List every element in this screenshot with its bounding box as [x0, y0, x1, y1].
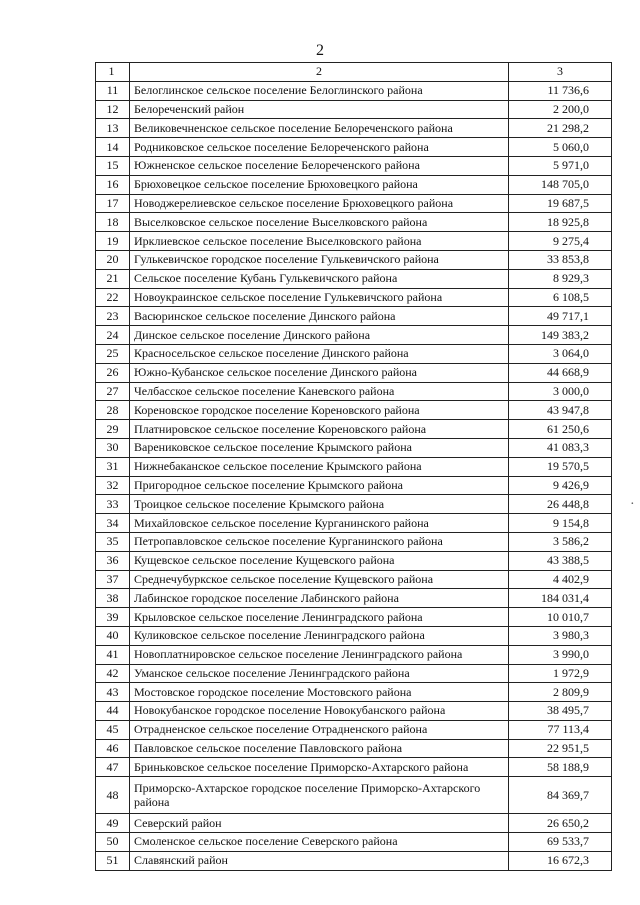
row-name: Кореновское городское поселение Кореновского района: [130, 401, 509, 420]
row-value: 16 672,3: [509, 851, 612, 870]
row-value: 26 448,8: [509, 495, 612, 514]
row-value: 77 113,4: [509, 720, 612, 739]
row-name: Южно-Кубанское сельское поселение Динского района: [130, 363, 509, 382]
table-row: [96, 250, 612, 269]
row-value: 5 971,0: [509, 156, 612, 175]
row-name: Северский район: [130, 814, 509, 833]
row-value: 21 298,2: [509, 119, 612, 138]
table-row: [96, 175, 612, 194]
row-value: 5 060,0: [509, 138, 612, 157]
row-name: Белореченский район: [130, 100, 509, 119]
row-name: Пригородное сельское поселение Крымского района: [130, 476, 509, 495]
table-row: [96, 551, 612, 570]
table-row: [96, 777, 612, 814]
table-row: [96, 344, 612, 363]
table-row: [96, 589, 612, 608]
row-name: Мостовское городское поселение Мостовского района: [130, 683, 509, 702]
row-number: 30: [96, 438, 130, 457]
table-row: [96, 138, 612, 157]
row-value: 6 108,5: [509, 288, 612, 307]
row-value: 149 383,2: [509, 326, 612, 345]
table-row: [96, 851, 612, 870]
row-value: 11 736,6: [509, 81, 612, 100]
table-row: [96, 326, 612, 345]
table-row: [96, 401, 612, 420]
row-value: 84 369,7: [509, 777, 612, 814]
header-col-2: 2: [130, 63, 509, 82]
row-name: Крыловское сельское поселение Ленинградского района: [130, 608, 509, 627]
table-row: [96, 100, 612, 119]
table-row: [96, 814, 612, 833]
row-value: 1 972,9: [509, 664, 612, 683]
row-name: Кущевское сельское поселение Кущевского района: [130, 551, 509, 570]
table-row: [96, 833, 612, 852]
row-name: Родниковское сельское поселение Белореченского района: [130, 138, 509, 157]
table-row: [96, 420, 612, 439]
row-name: Брюховецкое сельское поселение Брюховецкого района: [130, 175, 509, 194]
table-row: [96, 626, 612, 645]
row-value: 184 031,4: [509, 589, 612, 608]
row-value: 61 250,6: [509, 420, 612, 439]
row-value: 43 947,8: [509, 401, 612, 420]
row-value: 18 925,8: [509, 213, 612, 232]
row-number: 45: [96, 720, 130, 739]
row-name: Уманское сельское поселение Ленинградского района: [130, 664, 509, 683]
row-number: 46: [96, 739, 130, 758]
row-number: 14: [96, 138, 130, 157]
row-number: 23: [96, 307, 130, 326]
row-value: 19 687,5: [509, 194, 612, 213]
row-name: Михайловское сельское поселение Курганинского района: [130, 514, 509, 533]
table-row: [96, 119, 612, 138]
table-body: [96, 63, 612, 871]
row-name: Южненское сельское поселение Белореченского района: [130, 156, 509, 175]
row-number: 27: [96, 382, 130, 401]
page-number: 2: [316, 42, 324, 59]
table-row: [96, 438, 612, 457]
row-name: Нижнебаканское сельское поселение Крымского района: [130, 457, 509, 476]
row-value: 38 495,7: [509, 702, 612, 721]
table-row: [96, 683, 612, 702]
row-number: 37: [96, 570, 130, 589]
row-number: 18: [96, 213, 130, 232]
table-row: [96, 194, 612, 213]
row-value: 2 809,9: [509, 683, 612, 702]
table-row: [96, 720, 612, 739]
row-number: 25: [96, 344, 130, 363]
row-number: 19: [96, 232, 130, 251]
row-number: 20: [96, 250, 130, 269]
table-header-row: [96, 63, 612, 82]
header-col-3: 3: [509, 63, 612, 82]
row-value: 148 705,0: [509, 175, 612, 194]
row-number: 36: [96, 551, 130, 570]
row-number: 34: [96, 514, 130, 533]
row-name: Новокубанское городское поселение Новокубанского района: [130, 702, 509, 721]
row-number: 40: [96, 626, 130, 645]
row-name: Лабинское городское поселение Лабинского района: [130, 589, 509, 608]
row-number: 21: [96, 269, 130, 288]
row-value: 3 990,0: [509, 645, 612, 664]
row-name: Новоплатнировское сельское поселение Ленинградского района: [130, 645, 509, 664]
row-value: 2 200,0: [509, 100, 612, 119]
row-value: 9 275,4: [509, 232, 612, 251]
row-number: 42: [96, 664, 130, 683]
row-name: Варениковское сельское поселение Крымского района: [130, 438, 509, 457]
table-row: [96, 476, 612, 495]
row-number: 15: [96, 156, 130, 175]
row-number: 13: [96, 119, 130, 138]
row-name: Челбасское сельское поселение Каневского района: [130, 382, 509, 401]
row-name: Динское сельское поселение Динского района: [130, 326, 509, 345]
row-number: 24: [96, 326, 130, 345]
row-number: 50: [96, 833, 130, 852]
row-number: 38: [96, 589, 130, 608]
row-value: 43 388,5: [509, 551, 612, 570]
row-value: 49 717,1: [509, 307, 612, 326]
row-value: 41 083,3: [509, 438, 612, 457]
row-number: 43: [96, 683, 130, 702]
table-row: [96, 232, 612, 251]
row-number: 26: [96, 363, 130, 382]
table-row: [96, 81, 612, 100]
table-row: [96, 363, 612, 382]
row-name: Приморско-Ахтарское городское поселение Приморско-Ахтарского района: [130, 777, 509, 814]
row-value: 3 586,2: [509, 532, 612, 551]
table-row: [96, 457, 612, 476]
row-name: Красносельское сельское поселение Динского района: [130, 344, 509, 363]
row-value: 22 951,5: [509, 739, 612, 758]
row-number: 47: [96, 758, 130, 777]
row-name: Среднечубуркское сельское поселение Кущевского района: [130, 570, 509, 589]
row-name: Троицкое сельское поселение Крымского района: [130, 495, 509, 514]
row-number: 48: [96, 777, 130, 814]
row-value: 9 426,9: [509, 476, 612, 495]
table-row: [96, 608, 612, 627]
row-name: Петропавловское сельское поселение Курганинского района: [130, 532, 509, 551]
row-name: Сельское поселение Кубань Гулькевичского района: [130, 269, 509, 288]
row-name: Васюринское сельское поселение Динского района: [130, 307, 509, 326]
row-value: 9 154,8: [509, 514, 612, 533]
table-row: [96, 307, 612, 326]
row-name: Бриньковское сельское поселение Приморско-Ахтарского района: [130, 758, 509, 777]
row-value: 44 668,9: [509, 363, 612, 382]
row-number: 17: [96, 194, 130, 213]
row-value: 69 533,7: [509, 833, 612, 852]
allocation-table: [95, 62, 612, 871]
table-row: [96, 514, 612, 533]
table-row: [96, 702, 612, 721]
row-value: 10 010,7: [509, 608, 612, 627]
row-name: Новоджерелиевское сельское поселение Брюховецкого района: [130, 194, 509, 213]
row-value: 8 929,3: [509, 269, 612, 288]
row-name: Славянский район: [130, 851, 509, 870]
table-row: [96, 570, 612, 589]
table-row: [96, 758, 612, 777]
row-name: Куликовское сельское поселение Ленинградского района: [130, 626, 509, 645]
table-row: [96, 495, 612, 514]
table-row: [96, 213, 612, 232]
row-name: Выселковское сельское поселение Выселковского района: [130, 213, 509, 232]
row-number: 33: [96, 495, 130, 514]
row-name: Новоукраинское сельское поселение Гулькевичского района: [130, 288, 509, 307]
table-row: [96, 269, 612, 288]
table-row: [96, 382, 612, 401]
row-value: 19 570,5: [509, 457, 612, 476]
row-number: 11: [96, 81, 130, 100]
row-value: 33 853,8: [509, 250, 612, 269]
row-number: 29: [96, 420, 130, 439]
row-number: 44: [96, 702, 130, 721]
row-value: 3 064,0: [509, 344, 612, 363]
margin-mark: ·: [630, 497, 635, 512]
table-row: [96, 664, 612, 683]
row-number: 49: [96, 814, 130, 833]
row-name: Платнировское сельское поселение Кореновского района: [130, 420, 509, 439]
row-number: 31: [96, 457, 130, 476]
table-row: [96, 739, 612, 758]
header-col-1: 1: [96, 63, 130, 82]
table-row: [96, 156, 612, 175]
row-number: 39: [96, 608, 130, 627]
row-value: 3 000,0: [509, 382, 612, 401]
row-number: 12: [96, 100, 130, 119]
row-number: 35: [96, 532, 130, 551]
row-name: Гулькевичское городское поселение Гулькевичского района: [130, 250, 509, 269]
row-name: Великовечненское сельское поселение Белореченского района: [130, 119, 509, 138]
table-row: [96, 645, 612, 664]
table-row: [96, 532, 612, 551]
row-number: 41: [96, 645, 130, 664]
row-number: 32: [96, 476, 130, 495]
row-value: 26 650,2: [509, 814, 612, 833]
row-number: 16: [96, 175, 130, 194]
row-number: 51: [96, 851, 130, 870]
row-name: Павловское сельское поселение Павловского района: [130, 739, 509, 758]
row-value: 3 980,3: [509, 626, 612, 645]
row-number: 28: [96, 401, 130, 420]
table-row: [96, 288, 612, 307]
row-number: 22: [96, 288, 130, 307]
row-name: Белоглинское сельское поселение Белоглинского района: [130, 81, 509, 100]
row-name: Смоленское сельское поселение Северского района: [130, 833, 509, 852]
row-name: Ирклиевское сельское поселение Выселковского района: [130, 232, 509, 251]
row-value: 58 188,9: [509, 758, 612, 777]
row-value: 4 402,9: [509, 570, 612, 589]
row-name: Отрадненское сельское поселение Отрадненского района: [130, 720, 509, 739]
